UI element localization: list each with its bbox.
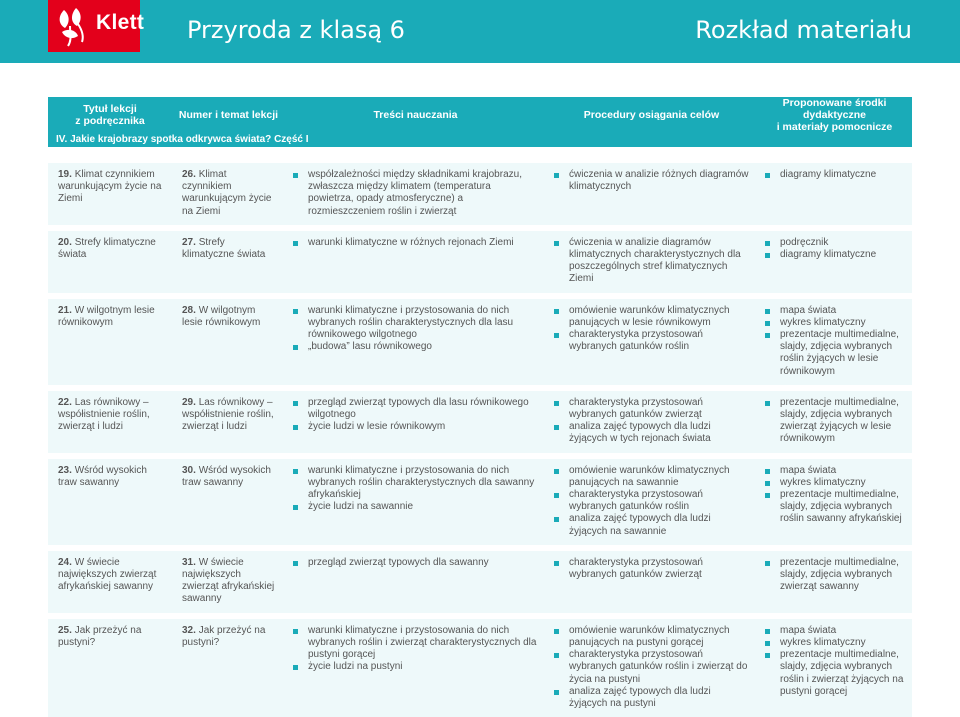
list-item: podręcznik bbox=[765, 237, 905, 249]
lesson-title: Jak przeżyć na pustyni? bbox=[58, 624, 142, 648]
lesson-title: Strefy klimatyczne świata bbox=[58, 236, 156, 261]
list-item: mapa świata bbox=[765, 625, 905, 637]
textbook-lesson-cell bbox=[48, 296, 172, 388]
table-row bbox=[48, 456, 912, 548]
column-header-procedures: Procedury osiągania celów bbox=[546, 97, 757, 133]
column-header-content: Treści nauczania bbox=[285, 97, 546, 133]
klett-leaf-icon bbox=[56, 6, 94, 48]
lesson-title: Las równikowy – współistnienie roślin, zwierząt i ludzi bbox=[182, 396, 274, 433]
lesson-number: 23. bbox=[58, 464, 72, 476]
list-item: warunki klimatyczne i przystosowania do nich wybranych roślin charakterystycznych dla sawanny afrykańskiej bbox=[293, 465, 539, 502]
lesson-title: Wśród wysokich traw sawanny bbox=[58, 464, 147, 488]
list-item: diagramy klimatyczne bbox=[765, 249, 905, 261]
table-row bbox=[48, 548, 912, 616]
procedures-cell bbox=[546, 160, 757, 228]
document-title: Rozkład materiału bbox=[695, 16, 912, 44]
lesson-title: Wśród wysokich traw sawanny bbox=[182, 464, 271, 488]
list-item: wykres klimatyczny bbox=[765, 317, 905, 329]
lesson-number: 31. bbox=[182, 556, 196, 568]
curriculum-table-wrapper bbox=[48, 97, 912, 717]
list-item: wykres klimatyczny bbox=[765, 477, 905, 489]
textbook-lesson-cell bbox=[48, 456, 172, 548]
lesson-topic-cell bbox=[172, 228, 285, 296]
list-item: charakterystyka przystosowań wybranych gatunków zwierząt bbox=[554, 557, 750, 581]
list-item: omówienie warunków klimatycznych panujących na sawannie bbox=[554, 465, 750, 489]
lesson-topic-cell bbox=[172, 296, 285, 388]
list-item: omówienie warunków klimatycznych panujących na pustyni gorącej bbox=[554, 625, 750, 649]
content-cell bbox=[285, 616, 546, 717]
list-item: przegląd zwierząt typowych dla lasu równikowego wilgotnego bbox=[293, 397, 539, 421]
content-cell bbox=[285, 296, 546, 388]
lesson-title: W świecie największych zwierząt afrykańskiej sawanny bbox=[182, 556, 275, 605]
lesson-number: 19. bbox=[58, 169, 72, 180]
materials-cell bbox=[757, 616, 912, 717]
lesson-number: 25. bbox=[58, 624, 72, 636]
list-item: charakterystyka przystosowań wybranych gatunków roślin bbox=[554, 329, 750, 353]
list-item: diagramy klimatyczne bbox=[765, 169, 905, 181]
lesson-number: 27. bbox=[182, 236, 196, 248]
book-title: Przyroda z klasą 6 bbox=[187, 16, 405, 44]
list-item: warunki klimatyczne i przystosowania do nich wybranych roślin charakterystycznych dla lasu równikowego wilgotnego bbox=[293, 305, 539, 342]
procedures-cell bbox=[546, 456, 757, 548]
list-item: omówienie warunków klimatycznych panujących w lesie równikowym bbox=[554, 305, 750, 329]
list-item: prezentacje multimedialne, slajdy, zdjęcia wybranych roślin i zwierząt żyjących na pustyni gorącej bbox=[765, 649, 905, 698]
table-row bbox=[48, 296, 912, 388]
list-item: współzależności między składnikami krajobrazu, zwłaszcza między klimatem (temperatura powietrza, opady atmosferyczne) a rozmieszczeniem roślin i zwierząt bbox=[293, 169, 539, 218]
list-item: prezentacje multimedialne, slajdy, zdjęcia wybranych roślin sawanny afrykańskiej bbox=[765, 489, 905, 526]
table-row bbox=[48, 388, 912, 456]
content-cell bbox=[285, 456, 546, 548]
column-header-textbook-lesson: Tytuł lekcji z podręcznika bbox=[48, 97, 172, 133]
page-header bbox=[0, 0, 960, 63]
materials-cell bbox=[757, 296, 912, 388]
table-header-row bbox=[48, 97, 912, 133]
materials-cell bbox=[757, 388, 912, 456]
materials-cell bbox=[757, 160, 912, 228]
section-row bbox=[48, 133, 912, 147]
list-item: prezentacje multimedialne, slajdy, zdjęcia wybranych zwierząt żyjących w lesie równikowym bbox=[765, 397, 905, 446]
list-item: charakterystyka przystosowań wybranych gatunków roślin i zwierząt do życia na pustyni bbox=[554, 649, 750, 686]
list-item: charakterystyka przystosowań wybranych gatunków roślin bbox=[554, 489, 750, 513]
procedures-cell bbox=[546, 388, 757, 456]
lesson-number: 30. bbox=[182, 464, 196, 476]
list-item: prezentacje multimedialne, slajdy, zdjęcia wybranych zwierząt sawanny bbox=[765, 557, 905, 594]
lesson-topic-cell bbox=[172, 388, 285, 456]
materials-cell bbox=[757, 548, 912, 616]
lesson-number: 24. bbox=[58, 556, 72, 568]
textbook-lesson-cell bbox=[48, 616, 172, 717]
list-item: analiza zajęć typowych dla ludzi żyjących na pustyni bbox=[554, 686, 750, 710]
lesson-number: 22. bbox=[58, 396, 72, 408]
content-cell bbox=[285, 160, 546, 228]
procedures-cell bbox=[546, 616, 757, 717]
textbook-lesson-cell bbox=[48, 228, 172, 296]
lesson-topic-cell bbox=[172, 616, 285, 717]
table-row bbox=[48, 160, 912, 228]
list-item: mapa świata bbox=[765, 305, 905, 317]
list-item: prezentacje multimedialne, slajdy, zdjęcia wybranych roślin żyjących w lesie równikowym bbox=[765, 329, 905, 378]
list-item: życie ludzi na pustyni bbox=[293, 661, 539, 673]
content-cell bbox=[285, 548, 546, 616]
section-title: IV. Jakie krajobrazy spotka odkrywca świata? Część I bbox=[48, 133, 912, 147]
list-item: „budowa” lasu równikowego bbox=[293, 341, 539, 353]
list-item: wykres klimatyczny bbox=[765, 637, 905, 649]
brand-name: Klett bbox=[96, 11, 145, 34]
list-item: ćwiczenia w analizie różnych diagramów klimatycznych bbox=[554, 169, 750, 193]
list-item: warunki klimatyczne i przystosowania do nich wybranych roślin i zwierząt charakterystycznych dla pustyni gorącej bbox=[293, 625, 539, 662]
lesson-title: Strefy klimatyczne świata bbox=[182, 236, 266, 261]
list-item: mapa świata bbox=[765, 465, 905, 477]
list-item: analiza zajęć typowych dla ludzi żyjących na sawannie bbox=[554, 513, 750, 537]
column-header-materials: Proponowane środki dydaktyczne i materiały pomocnicze bbox=[757, 97, 912, 133]
lesson-number: 32. bbox=[182, 624, 196, 636]
lesson-title: Las równikowy – współistnienie roślin, zwierząt i ludzi bbox=[58, 396, 150, 433]
lesson-title: W świecie największych zwierząt afrykańskiej sawanny bbox=[58, 556, 157, 593]
textbook-lesson-cell bbox=[48, 548, 172, 616]
content-cell bbox=[285, 228, 546, 296]
procedures-cell bbox=[546, 548, 757, 616]
materials-cell bbox=[757, 228, 912, 296]
lesson-title: Jak przeżyć na pustyni? bbox=[182, 624, 266, 648]
lesson-title: Klimat czynnikiem warunkującym życie na Ziemi bbox=[58, 169, 162, 205]
lesson-number: 21. bbox=[58, 304, 72, 316]
curriculum-table bbox=[48, 97, 912, 717]
textbook-lesson-cell bbox=[48, 388, 172, 456]
column-header-lesson-number: Numer i temat lekcji bbox=[172, 97, 285, 133]
materials-cell bbox=[757, 456, 912, 548]
lesson-title: W wilgotnym lesie równikowym bbox=[182, 304, 261, 328]
lesson-number: 20. bbox=[58, 236, 72, 248]
lesson-topic-cell bbox=[172, 548, 285, 616]
procedures-cell bbox=[546, 296, 757, 388]
list-item: życie ludzi w lesie równikowym bbox=[293, 421, 539, 433]
procedures-cell bbox=[546, 228, 757, 296]
lesson-number: 29. bbox=[182, 396, 196, 408]
list-item: warunki klimatyczne w różnych rejonach Ziemi bbox=[293, 237, 539, 249]
list-item: przegląd zwierząt typowych dla sawanny bbox=[293, 557, 539, 569]
lesson-title: Klimat czynnikiem warunkującym życie na Ziemi bbox=[182, 169, 272, 217]
lesson-number: 26. bbox=[182, 169, 196, 180]
textbook-lesson-cell bbox=[48, 160, 172, 228]
list-item: charakterystyka przystosowań wybranych gatunków zwierząt bbox=[554, 397, 750, 421]
list-item: analiza zajęć typowych dla ludzi żyjących w tych rejonach świata bbox=[554, 421, 750, 445]
content-cell bbox=[285, 388, 546, 456]
klett-logo bbox=[48, 0, 145, 52]
lesson-number: 28. bbox=[182, 304, 196, 316]
lesson-topic-cell bbox=[172, 456, 285, 548]
list-item: ćwiczenia w analizie diagramów klimatycznych charakterystycznych dla poszczególnych stref klimatycznych Ziemi bbox=[554, 237, 750, 286]
list-item: życie ludzi na sawannie bbox=[293, 501, 539, 513]
table-row bbox=[48, 616, 912, 717]
lesson-topic-cell bbox=[172, 160, 285, 228]
lesson-title: W wilgotnym lesie równikowym bbox=[58, 304, 155, 328]
table-row bbox=[48, 228, 912, 296]
